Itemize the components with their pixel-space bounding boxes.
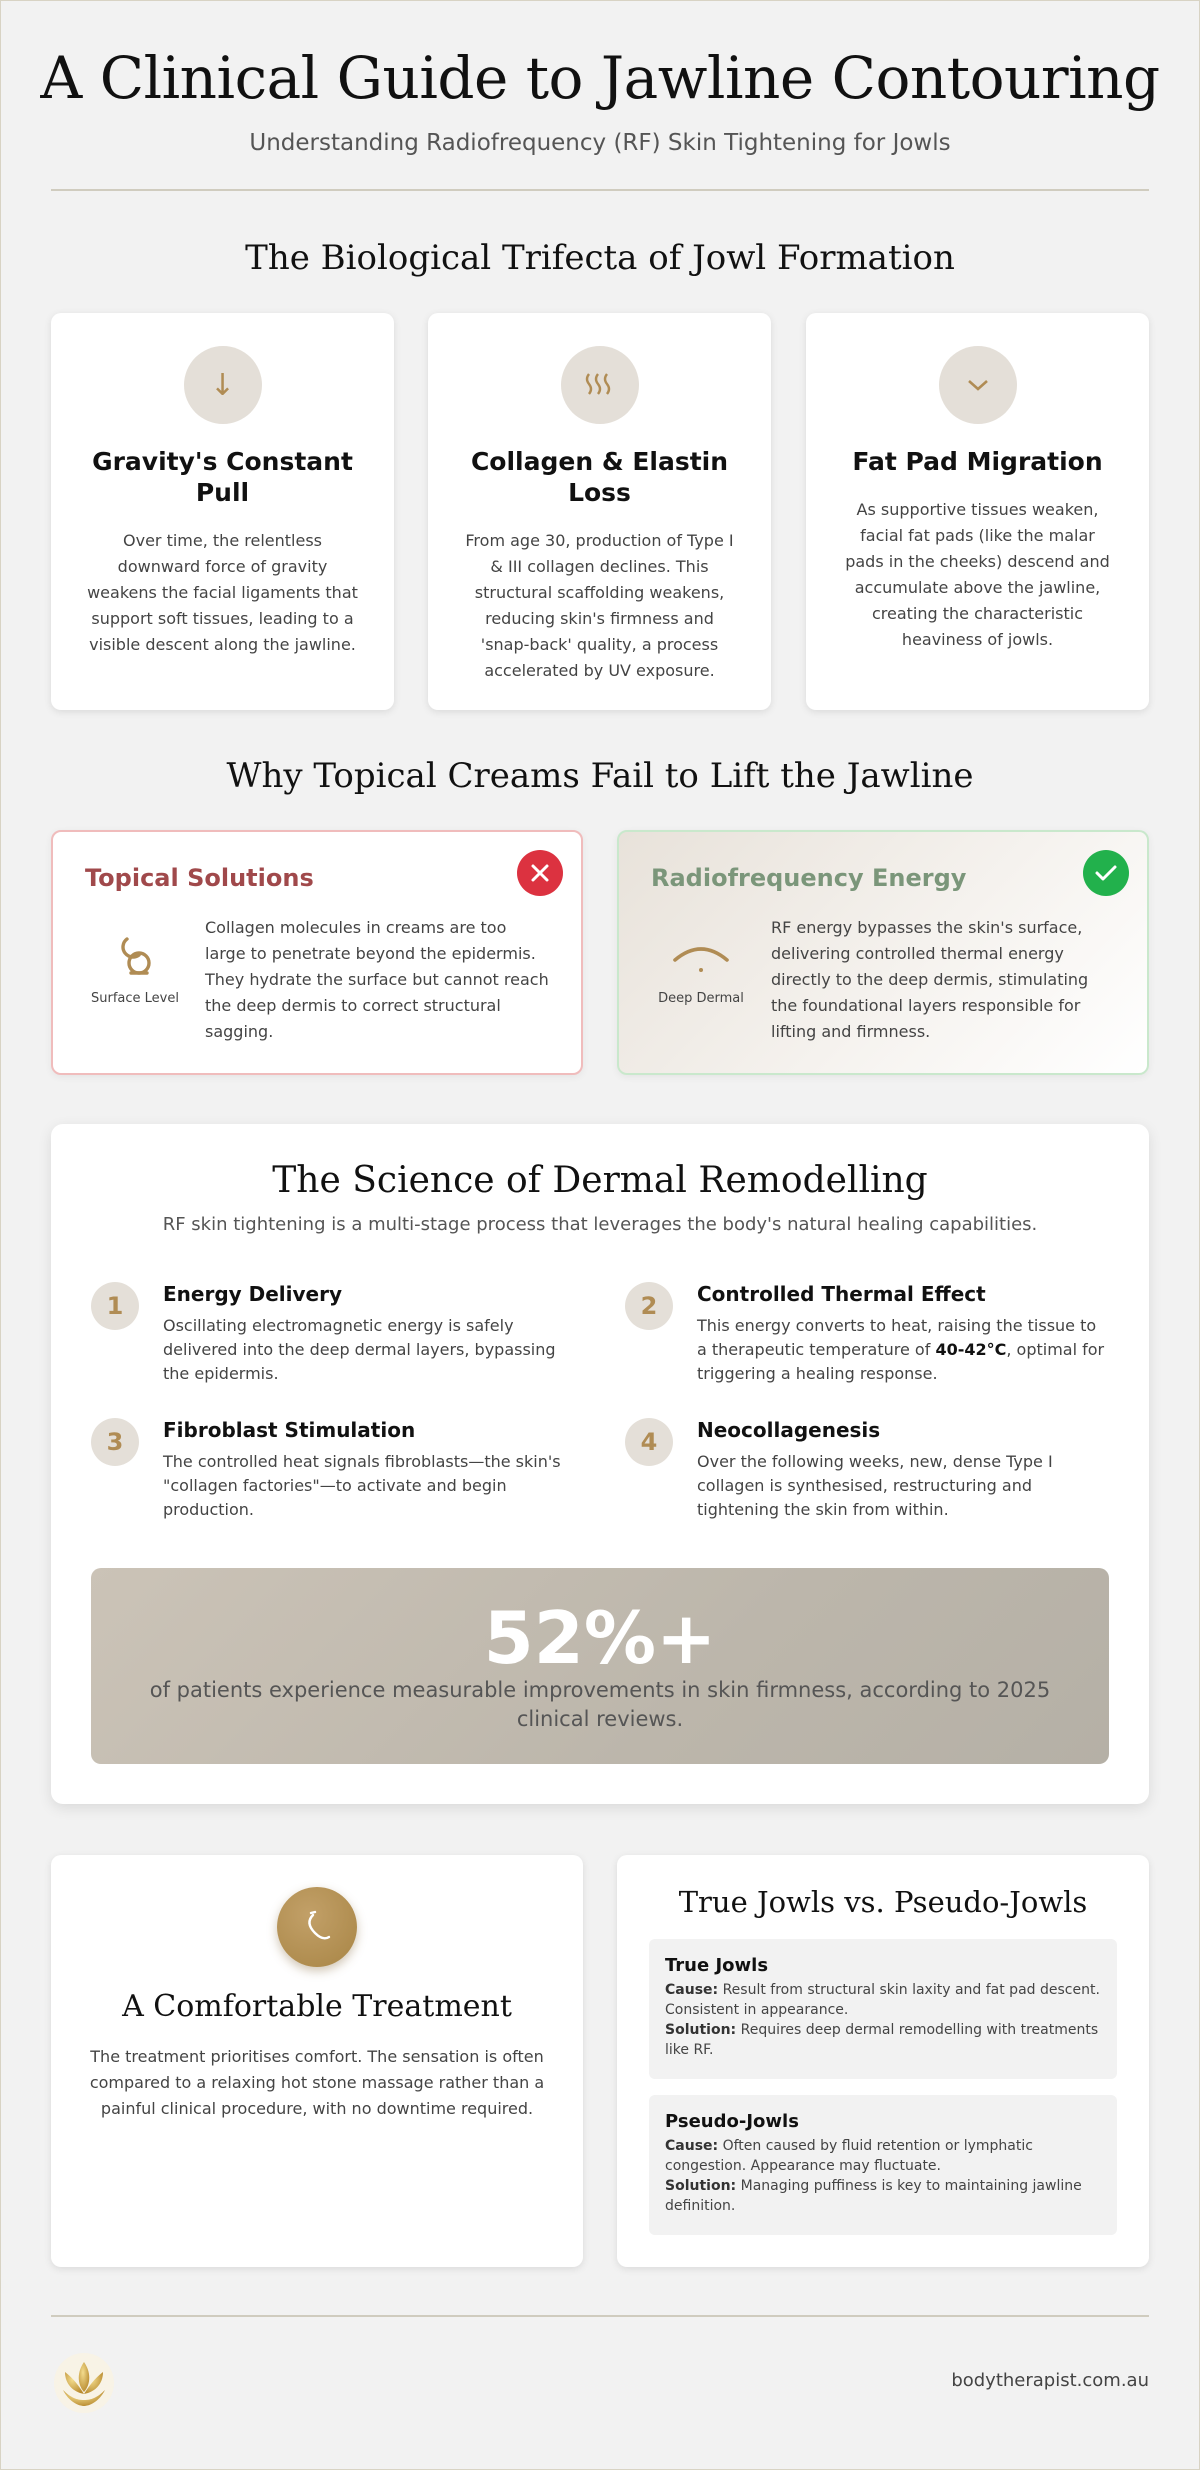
step-title: Neocollagenesis <box>697 1418 881 1442</box>
deep-dermal-indicator <box>651 927 751 1006</box>
check-icon <box>1083 850 1129 896</box>
science-card <box>51 1124 1149 1804</box>
footer-divider <box>51 2315 1149 2317</box>
true-jowls-solution: Solution: Requires deep dermal remodelling with treatments like RF. <box>665 2022 1099 2058</box>
rf-card <box>617 830 1149 1075</box>
pseudo-jowls-solution: Solution: Managing puffiness is key to maintaining jawline definition. <box>665 2178 1082 2214</box>
pseudo-jowls-title: Pseudo-Jowls <box>665 2111 799 2132</box>
website-link[interactable]: bodytherapist.com.au <box>951 2370 1149 2391</box>
step-energy-delivery <box>91 1282 571 1386</box>
surface-level-indicator <box>85 927 185 1006</box>
topical-title: Topical Solutions <box>85 864 314 892</box>
rf-wave-icon <box>651 927 751 985</box>
step-number: 1 <box>91 1282 139 1330</box>
surface-level-label: Surface Level <box>91 991 179 1006</box>
comfort-card <box>51 1855 583 2267</box>
temperature-value: 40-42°C <box>935 1340 1007 1359</box>
science-title: The Science of Dermal Remodelling <box>272 1160 928 1201</box>
wavy-lines-icon <box>561 346 639 424</box>
step-number: 3 <box>91 1418 139 1466</box>
trifecta-card-title: Fat Pad Migration <box>852 447 1103 476</box>
pseudo-jowls-box <box>649 2095 1117 2235</box>
comfort-title: A Comfortable Treatment <box>122 1989 512 2024</box>
trifecta-card-gravity <box>51 313 394 710</box>
trifecta-card-text: Over time, the relentless downward force of gravity weakens the facial ligaments that support soft tissues, leading to a visible descent along the jawline. <box>87 531 358 654</box>
trifecta-card-fat <box>806 313 1149 710</box>
step-number: 4 <box>625 1418 673 1466</box>
step-text: This energy converts to heat, raising the tissue to a therapeutic temperature of 40-42°C, optimal for triggering a healing response. <box>697 1316 1105 1383</box>
comfort-icon <box>277 1887 357 1967</box>
close-icon <box>517 850 563 896</box>
jowls-card <box>617 1855 1149 2267</box>
step-text: The controlled heat signals fibroblasts—the skin's "collagen factories"—to activate and begin production. <box>163 1452 561 1519</box>
chevron-down-icon <box>939 346 1017 424</box>
step-fibroblast <box>91 1418 571 1522</box>
step-title: Controlled Thermal Effect <box>697 1282 986 1306</box>
step-neocollagenesis <box>625 1418 1105 1522</box>
step-thermal-effect <box>625 1282 1105 1386</box>
trifecta-card-collagen <box>428 313 771 710</box>
page-subtitle: Understanding Radiofrequency (RF) Skin Tightening for Jowls <box>249 130 951 156</box>
jowls-title: True Jowls vs. Pseudo-Jowls <box>678 1885 1088 1919</box>
step-title: Energy Delivery <box>163 1282 343 1306</box>
topical-text: Collagen molecules in creams are too large to penetrate beyond the epidermis. They hydrate the surface but cannot reach the deep dermis to correct structural sagging. <box>205 918 549 1041</box>
step-text: Over the following weeks, new, dense Type I collagen is synthesised, restructuring and tightening the skin from within. <box>697 1452 1053 1519</box>
true-jowls-title: True Jowls <box>665 1955 769 1976</box>
deep-dermal-label: Deep Dermal <box>658 991 744 1006</box>
trifecta-card-title: Gravity's Constant Pull <box>92 447 353 507</box>
pseudo-jowls-cause: Cause: Often caused by fluid retention or lymphatic congestion. Appearance may fluctuate. <box>665 2138 1033 2174</box>
true-jowls-cause: Cause: Result from structural skin laxity and fat pad descent. Consistent in appearance. <box>665 1982 1100 2018</box>
true-jowls-box <box>649 1939 1117 2079</box>
comfort-text: The treatment prioritises comfort. The sensation is often compared to a relaxing hot stone massage rather than a painful clinical procedure, with no downtime required. <box>89 2047 545 2118</box>
compare-title: Why Topical Creams Fail to Lift the Jawline <box>226 756 974 796</box>
step-text: Oscillating electromagnetic energy is safely delivered into the deep dermal layers, bypassing the epidermis. <box>163 1316 556 1383</box>
step-number: 2 <box>625 1282 673 1330</box>
stat-caption: of patients experience measurable improvements in skin firmness, according to 2025 clinical reviews. <box>149 1678 1051 1731</box>
rf-title: Radiofrequency Energy <box>651 864 967 892</box>
stat-value: 52%+ <box>483 1596 717 1680</box>
brand-logo <box>51 2350 117 2416</box>
stat-banner <box>91 1568 1109 1764</box>
cream-jar-icon <box>85 927 185 985</box>
page-header <box>0 44 1200 156</box>
trifecta-card-text: From age 30, production of Type I & III collagen declines. This structural scaffolding weakens, reducing skin's firmness and 'snap-back' quality, a process accelerated by UV exposure. <box>465 531 734 680</box>
step-title: Fibroblast Stimulation <box>163 1418 416 1442</box>
rf-text: RF energy bypasses the skin's surface, delivering controlled thermal energy directly to the deep dermis, stimulating the foundational layers responsible for lifting and firmness. <box>771 918 1089 1041</box>
arrow-down-icon: ↓ <box>184 346 262 424</box>
page-title: A Clinical Guide to Jawline Contouring <box>40 44 1160 112</box>
topical-card <box>51 830 583 1075</box>
trifecta-card-text: As supportive tissues weaken, facial fat pads (like the malar pads in the cheeks) descend and accumulate above the jawline, creating the characteristic heaviness of jowls. <box>845 500 1110 649</box>
trifecta-card-title: Collagen & Elastin Loss <box>470 447 729 507</box>
science-subtitle: RF skin tightening is a multi-stage process that leverages the body's natural healing capabilities. <box>162 1214 1038 1235</box>
header-divider <box>51 189 1149 191</box>
trifecta-title: The Biological Trifecta of Jowl Formation <box>245 238 955 278</box>
